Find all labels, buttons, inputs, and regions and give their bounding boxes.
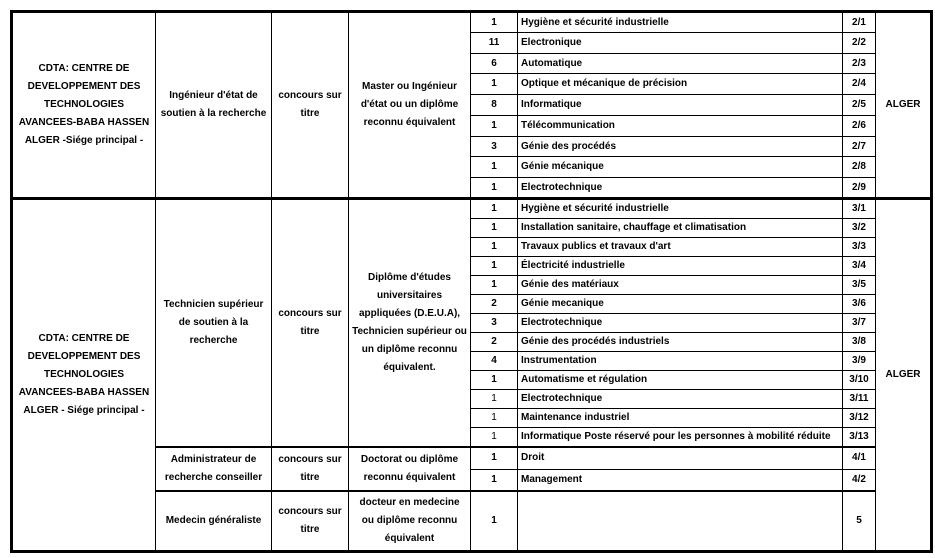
specialite-cell — [518, 491, 843, 551]
diplome-cell: Doctorat ou diplôme reconnu équivalent — [349, 447, 471, 491]
code-cell: 2/8 — [843, 157, 876, 178]
table-row — [12, 199, 932, 219]
nombre-cell: 3 — [471, 137, 518, 157]
code-cell: 3/4 — [843, 257, 876, 276]
nombre-cell: 1 — [471, 491, 518, 551]
grade-cell: Ingénieur d'état de soutien à la recherche — [156, 12, 272, 199]
wilaya-cell: ALGER — [876, 199, 932, 552]
nombre-cell: 1 — [471, 157, 518, 178]
grade-cell: Administrateur de recherche conseiller — [156, 447, 272, 491]
diplome-cell: Master ou Ingénieur d'état ou un diplôme reconnu équivalent — [349, 12, 471, 199]
specialite-cell: Travaux publics et travaux d'art — [518, 238, 843, 257]
code-cell: 2/2 — [843, 33, 876, 54]
nombre-cell: 4 — [471, 352, 518, 371]
code-cell: 3/1 — [843, 199, 876, 219]
nombre-cell: 1 — [471, 219, 518, 238]
nombre-cell: 1 — [471, 371, 518, 390]
wilaya-cell: ALGER — [876, 12, 932, 199]
nombre-cell: 1 — [471, 116, 518, 137]
nombre-cell: 1 — [471, 178, 518, 199]
code-cell: 3/12 — [843, 409, 876, 428]
code-cell: 3/5 — [843, 276, 876, 295]
nombre-cell: 2 — [471, 295, 518, 314]
code-cell: 2/5 — [843, 95, 876, 116]
specialite-cell: Installation sanitaire, chauffage et climatisation — [518, 219, 843, 238]
organisme-cell: CDTA: CENTRE DE DEVELOPPEMENT DES TECHNOLOGIES AVANCEES-BABA HASSEN ALGER - Siége principal - — [12, 199, 156, 552]
nombre-cell: 1 — [471, 409, 518, 428]
nombre-cell: 8 — [471, 95, 518, 116]
mode-recrutement-cell: concours sur titre — [272, 447, 349, 491]
nombre-cell: 1 — [471, 199, 518, 219]
nombre-cell: 1 — [471, 74, 518, 95]
nombre-cell: 1 — [471, 469, 518, 491]
specialite-cell: Automatique — [518, 54, 843, 74]
code-cell: 4/1 — [843, 447, 876, 469]
table-row — [12, 12, 932, 33]
specialite-cell: Instrumentation — [518, 352, 843, 371]
specialite-cell: Informatique Poste réservé pour les personnes à mobilité réduite — [518, 428, 843, 448]
specialite-cell: Automatisme et régulation — [518, 371, 843, 390]
code-cell: 5 — [843, 491, 876, 551]
code-cell: 3/3 — [843, 238, 876, 257]
code-cell: 2/9 — [843, 178, 876, 199]
specialite-cell: Électricité industrielle — [518, 257, 843, 276]
code-cell: 3/9 — [843, 352, 876, 371]
specialite-cell: Informatique — [518, 95, 843, 116]
specialite-cell: Management — [518, 469, 843, 491]
specialite-cell: Electrotechnique — [518, 178, 843, 199]
code-cell: 3/2 — [843, 219, 876, 238]
code-cell: 2/4 — [843, 74, 876, 95]
code-cell: 3/8 — [843, 333, 876, 352]
nombre-cell: 1 — [471, 257, 518, 276]
nombre-cell: 1 — [471, 447, 518, 469]
code-cell: 3/7 — [843, 314, 876, 333]
code-cell: 2/3 — [843, 54, 876, 74]
nombre-cell: 2 — [471, 333, 518, 352]
specialite-cell: Hygiène et sécurité industrielle — [518, 12, 843, 33]
code-cell: 3/10 — [843, 371, 876, 390]
code-cell: 2/1 — [843, 12, 876, 33]
grade-cell: Technicien supérieur de soutien à la recherche — [156, 199, 272, 448]
code-cell: 3/13 — [843, 428, 876, 448]
specialite-cell: Hygiène et sécurité industrielle — [518, 199, 843, 219]
nombre-cell: 1 — [471, 276, 518, 295]
specialite-cell: Génie des procédés industriels — [518, 333, 843, 352]
specialite-cell: Génie des matériaux — [518, 276, 843, 295]
nombre-cell: 3 — [471, 314, 518, 333]
recruitment-table — [10, 10, 933, 553]
specialite-cell: Optique et mécanique de précision — [518, 74, 843, 95]
specialite-cell: Droit — [518, 447, 843, 469]
specialite-cell: Electrotechnique — [518, 314, 843, 333]
code-cell: 3/11 — [843, 390, 876, 409]
nombre-cell: 6 — [471, 54, 518, 74]
specialite-cell: Electrotechnique — [518, 390, 843, 409]
code-cell: 3/6 — [843, 295, 876, 314]
specialite-cell: Génie mecanique — [518, 295, 843, 314]
specialite-cell: Télécommunication — [518, 116, 843, 137]
code-cell: 2/7 — [843, 137, 876, 157]
code-cell: 4/2 — [843, 469, 876, 491]
mode-recrutement-cell: concours sur titre — [272, 199, 349, 448]
code-cell: 2/6 — [843, 116, 876, 137]
nombre-cell: 1 — [471, 428, 518, 448]
nombre-cell: 1 — [471, 238, 518, 257]
mode-recrutement-cell: concours sur titre — [272, 491, 349, 551]
diplome-cell: docteur en medecine ou diplôme reconnu équivalent — [349, 491, 471, 551]
specialite-cell: Génie des procédés — [518, 137, 843, 157]
nombre-cell: 1 — [471, 12, 518, 33]
diplome-cell: Diplôme d'études universitaires appliquées (D.E.U.A), Technicien supérieur ou un diplôme reconnu équivalent. — [349, 199, 471, 448]
specialite-cell: Génie mécanique — [518, 157, 843, 178]
grade-cell: Medecin généraliste — [156, 491, 272, 551]
organisme-cell: CDTA: CENTRE DE DEVELOPPEMENT DES TECHNOLOGIES AVANCEES-BABA HASSEN ALGER -Siége principal - — [12, 12, 156, 199]
mode-recrutement-cell: concours sur titre — [272, 12, 349, 199]
nombre-cell: 1 — [471, 390, 518, 409]
specialite-cell: Electronique — [518, 33, 843, 54]
nombre-cell: 11 — [471, 33, 518, 54]
specialite-cell: Maintenance industriel — [518, 409, 843, 428]
